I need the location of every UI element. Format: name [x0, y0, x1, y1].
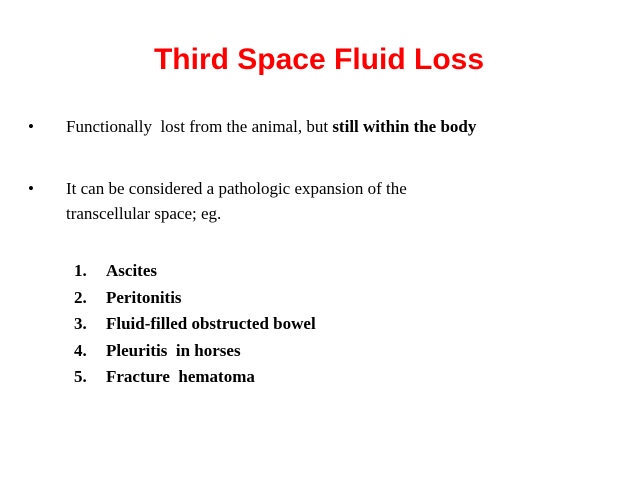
list-item: [74, 364, 316, 391]
bullet-text-line-1: It can be considered a pathologic expansion of the: [66, 179, 407, 198]
examples-list: [74, 258, 316, 391]
bullet-marker: •: [28, 179, 34, 198]
list-number: 3.: [74, 314, 87, 333]
list-item-label: Peritonitis: [106, 287, 182, 307]
bullet-text-line-2: transcellular space; eg.: [66, 204, 222, 223]
list-item-label: Fluid-filled obstructed bowel: [106, 314, 316, 333]
list-item: [74, 338, 316, 365]
list-item-label: Ascites: [106, 261, 157, 280]
list-number: 5.: [74, 367, 87, 386]
list-number: 1.: [74, 261, 87, 280]
bullet-text: [66, 114, 626, 139]
list-item: [74, 258, 316, 285]
list-item: [74, 285, 316, 312]
list-item-label: Fracture hematoma: [106, 367, 255, 386]
bullet-text-bold: still within the body: [332, 117, 477, 136]
bullet-text-normal: Functionally lost from the animal, but: [66, 117, 333, 136]
list-number: 4.: [74, 340, 87, 360]
list-item-label: Pleuritis in horses: [106, 340, 241, 360]
list-number: 2.: [74, 287, 87, 307]
list-item: [74, 311, 316, 338]
bullet-marker: •: [28, 117, 34, 136]
bullet-item-2: [28, 176, 618, 226]
slide-title: Third Space Fluid Loss: [153, 43, 485, 76]
bullet-item-1: [28, 114, 618, 139]
bullet-text: [66, 176, 626, 226]
